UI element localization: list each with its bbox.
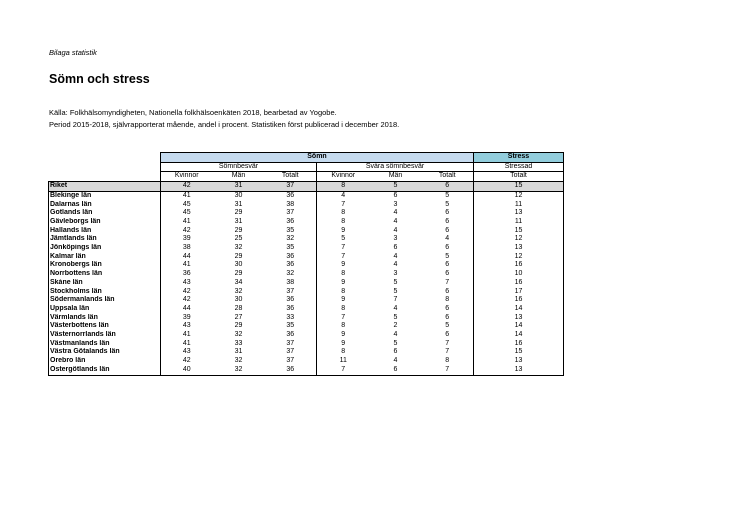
- value-totalt-svara: 8: [422, 296, 474, 305]
- table-row: [49, 314, 564, 323]
- region-name: Jönköpings län: [49, 244, 161, 253]
- table-row: [49, 191, 564, 200]
- table-row: [49, 235, 564, 244]
- value-man-svara: 4: [393, 252, 398, 260]
- value-kvinnor-somnbesvar: 42: [182, 296, 191, 304]
- value-kvinnor-somnbesvar: 42: [182, 226, 191, 234]
- table-row: [49, 279, 564, 288]
- table-row: [49, 209, 564, 218]
- value-totalt-somnbesvar: 36: [265, 296, 317, 305]
- value-totalt-somnbesvar: 37: [265, 357, 317, 366]
- value-totalt-svara: 5: [422, 253, 474, 262]
- value-totalt-somnbesvar: 37: [265, 340, 317, 349]
- value-totalt-somnbesvar: 36: [265, 331, 317, 340]
- value-man-somnbesvar: 31: [213, 182, 265, 192]
- value-man-svara: 4: [393, 261, 398, 269]
- value-kvinnor-svara: 8: [341, 287, 346, 295]
- value-totalt-somnbesvar: 37: [265, 209, 317, 218]
- value-man-svara: 4: [393, 304, 398, 312]
- value-man-somnbesvar: 30: [234, 261, 243, 269]
- table-row: [49, 331, 564, 340]
- value-man-svara: 3: [393, 235, 398, 243]
- subheader-svara-somnbesvar: Svåra sömnbesvär: [317, 162, 474, 172]
- value-totalt-somnbesvar: 36: [265, 253, 317, 262]
- region-name: Västerbottens län: [49, 322, 161, 331]
- col-header-man: Män: [231, 172, 246, 180]
- value-kvinnor-somnbesvar: 41: [161, 191, 213, 200]
- value-kvinnor-svara: 9: [341, 331, 346, 339]
- value-kvinnor-somnbesvar: 41: [182, 331, 191, 339]
- col-header-totalt: Totalt: [265, 172, 317, 182]
- value-man-somnbesvar: 31: [234, 348, 243, 356]
- value-man-somnbesvar: 29: [234, 226, 243, 234]
- value-kvinnor-svara: 8: [317, 182, 370, 192]
- value-totalt-svara: 6: [422, 182, 474, 192]
- subheader-somnbesvar: Sömnbesvär: [161, 162, 317, 172]
- value-stressad-totalt: 17: [474, 288, 564, 297]
- value-stressad-totalt: 13: [474, 366, 564, 375]
- value-stressad-totalt: 12: [474, 191, 564, 200]
- region-name: Jämtlands län: [49, 235, 161, 244]
- value-man-somnbesvar: 28: [234, 304, 243, 312]
- value-totalt-somnbesvar: 35: [265, 244, 317, 253]
- value-man-svara: 5: [393, 313, 398, 321]
- value-totalt-svara: 6: [422, 227, 474, 236]
- value-kvinnor-svara: 5: [341, 235, 346, 243]
- value-man-somnbesvar: 25: [234, 235, 243, 243]
- region-name: Stockholms län: [49, 288, 161, 297]
- subheader-stressad: Stressad: [474, 162, 564, 172]
- value-man-somnbesvar: 32: [234, 244, 243, 252]
- value-totalt-somnbesvar: 35: [265, 227, 317, 236]
- value-stressad-totalt: 14: [474, 322, 564, 331]
- value-stressad-totalt: 14: [474, 331, 564, 340]
- region-name: Blekinge län: [49, 191, 161, 200]
- value-totalt-svara: 7: [422, 279, 474, 288]
- value-man-somnbesvar: 34: [234, 278, 243, 286]
- empty-header: [49, 172, 161, 182]
- value-kvinnor-svara: 7: [341, 252, 346, 260]
- value-totalt-svara: 5: [422, 322, 474, 331]
- region-name: Kalmar län: [49, 253, 161, 262]
- value-man-svara: 2: [393, 322, 398, 330]
- source-note: [49, 107, 399, 130]
- value-kvinnor-svara: 7: [341, 200, 346, 208]
- value-totalt-somnbesvar: 38: [265, 201, 317, 210]
- region-name: Riket: [49, 182, 161, 192]
- value-totalt-somnbesvar: 32: [265, 270, 317, 279]
- value-totalt-svara: 6: [422, 314, 474, 323]
- value-man-svara: 7: [393, 296, 398, 304]
- value-man-somnbesvar: 31: [234, 217, 243, 225]
- value-stressad-totalt: 14: [474, 305, 564, 314]
- region-name: Värmlands län: [49, 314, 161, 323]
- value-kvinnor-somnbesvar: 41: [182, 261, 191, 269]
- table-row: [49, 305, 564, 314]
- value-man-somnbesvar: 32: [234, 357, 243, 365]
- value-kvinnor-somnbesvar: 44: [182, 252, 191, 260]
- value-totalt-svara: 6: [422, 270, 474, 279]
- value-totalt-somnbesvar: 36: [265, 261, 317, 270]
- value-totalt-svara: 7: [422, 348, 474, 357]
- col-header-totalt: Totalt: [422, 172, 474, 182]
- value-kvinnor-svara: 8: [341, 304, 346, 312]
- value-man-svara: 6: [393, 348, 398, 356]
- table-row: [49, 340, 564, 349]
- value-totalt-svara: 5: [422, 191, 474, 200]
- value-totalt-somnbesvar: 37: [265, 348, 317, 357]
- value-totalt-somnbesvar: 33: [265, 314, 317, 323]
- value-kvinnor-somnbesvar: 43: [182, 322, 191, 330]
- value-man-somnbesvar: 30: [213, 191, 265, 200]
- value-totalt-svara: 6: [422, 305, 474, 314]
- region-name: Gävleborgs län: [49, 218, 161, 227]
- value-stressad-totalt: 15: [474, 182, 564, 192]
- value-kvinnor-svara: 9: [341, 278, 346, 286]
- table-row: [49, 366, 564, 375]
- value-stressad-totalt: 15: [474, 227, 564, 236]
- value-kvinnor-somnbesvar: 45: [182, 209, 191, 217]
- table-row: [49, 322, 564, 331]
- region-name: Dalarnas län: [49, 201, 161, 210]
- value-man-somnbesvar: 31: [234, 200, 243, 208]
- value-man-svara: 4: [393, 209, 398, 217]
- value-man-somnbesvar: 30: [234, 296, 243, 304]
- value-kvinnor-svara: 8: [341, 322, 346, 330]
- region-name: Östergötlands län: [49, 366, 161, 375]
- value-stressad-totalt: 13: [474, 209, 564, 218]
- value-kvinnor-somnbesvar: 39: [182, 235, 191, 243]
- value-kvinnor-svara: 8: [341, 270, 346, 278]
- value-kvinnor-somnbesvar: 40: [161, 366, 213, 375]
- value-totalt-somnbesvar: 36: [265, 305, 317, 314]
- value-man-somnbesvar: 29: [234, 209, 243, 217]
- value-kvinnor-svara: 4: [317, 191, 370, 200]
- value-man-svara: 3: [393, 270, 398, 278]
- value-stressad-totalt: 13: [474, 314, 564, 323]
- source-line-2: Period 2015-2018, självrapporterat mående, andel i procent. Statistiken först publicerad i december 2018.: [49, 119, 400, 129]
- table-row-total: [49, 182, 564, 192]
- value-kvinnor-svara: 11: [339, 357, 347, 365]
- value-totalt-somnbesvar: 36: [265, 218, 317, 227]
- value-kvinnor-somnbesvar: 42: [161, 182, 213, 192]
- value-totalt-svara: 6: [422, 261, 474, 270]
- value-kvinnor-somnbesvar: 38: [182, 244, 191, 252]
- col-header-kvinnor: Kvinnor: [161, 172, 213, 182]
- value-totalt-somnbesvar: 38: [265, 279, 317, 288]
- region-name: Västra Götalands län: [49, 348, 161, 357]
- value-totalt-somnbesvar: 37: [265, 182, 317, 192]
- value-man-somnbesvar: 29: [234, 270, 243, 278]
- value-man-svara: 4: [393, 226, 398, 234]
- value-stressad-totalt: 12: [474, 235, 564, 244]
- col-header-man: Män: [388, 172, 403, 180]
- value-kvinnor-somnbesvar: 42: [182, 357, 191, 365]
- region-name: Örebro län: [49, 357, 161, 366]
- value-stressad-totalt: 13: [474, 357, 564, 366]
- value-kvinnor-somnbesvar: 41: [182, 339, 191, 347]
- value-kvinnor-svara: 8: [341, 209, 346, 217]
- region-name: Skåne län: [49, 279, 161, 288]
- value-kvinnor-svara: 7: [317, 366, 370, 375]
- col-header-stress-totalt: Totalt: [474, 172, 564, 182]
- value-stressad-totalt: 15: [474, 348, 564, 357]
- value-stressad-totalt: 16: [474, 261, 564, 270]
- value-man-somnbesvar: 33: [234, 339, 243, 347]
- value-kvinnor-svara: 9: [341, 296, 346, 304]
- value-totalt-svara: 5: [422, 201, 474, 210]
- value-man-svara: 4: [393, 217, 398, 225]
- value-stressad-totalt: 11: [474, 201, 564, 210]
- value-totalt-svara: 7: [422, 366, 474, 375]
- value-kvinnor-svara: 9: [341, 261, 346, 269]
- value-man-somnbesvar: 32: [234, 331, 243, 339]
- value-man-svara: 6: [393, 244, 398, 252]
- region-name: Södermanlands län: [49, 296, 161, 305]
- value-totalt-svara: 7: [422, 340, 474, 349]
- table-row: [49, 288, 564, 297]
- table-row: [49, 261, 564, 270]
- value-kvinnor-svara: 9: [341, 226, 346, 234]
- table-row: [49, 253, 564, 262]
- value-totalt-somnbesvar: 36: [265, 366, 317, 375]
- empty-header: [49, 153, 161, 163]
- value-stressad-totalt: 16: [474, 296, 564, 305]
- value-man-svara: 6: [370, 191, 422, 200]
- value-kvinnor-somnbesvar: 43: [182, 348, 191, 356]
- value-man-svara: 5: [393, 287, 398, 295]
- table-row: [49, 270, 564, 279]
- table-row: [49, 201, 564, 210]
- value-totalt-svara: 6: [422, 331, 474, 340]
- value-kvinnor-somnbesvar: 39: [182, 313, 191, 321]
- table-row: [49, 218, 564, 227]
- col-header-kvinnor: Kvinnor: [331, 172, 356, 180]
- table-row: [49, 357, 564, 366]
- statistics-table: [48, 152, 564, 376]
- region-name: Gotlands län: [49, 209, 161, 218]
- region-name: Norrbottens län: [49, 270, 161, 279]
- value-kvinnor-svara: 9: [341, 339, 346, 347]
- group-header-somn: Sömn: [161, 153, 474, 163]
- value-totalt-svara: 4: [422, 235, 474, 244]
- value-stressad-totalt: 11: [474, 218, 564, 227]
- value-kvinnor-svara: 8: [341, 217, 346, 225]
- value-man-somnbesvar: 27: [234, 313, 243, 321]
- value-stressad-totalt: 10: [474, 270, 564, 279]
- value-man-somnbesvar: 32: [213, 366, 265, 375]
- value-totalt-svara: 6: [422, 244, 474, 253]
- value-man-svara: 4: [393, 357, 398, 365]
- table-row: [49, 348, 564, 357]
- region-name: Västernorrlands län: [49, 331, 161, 340]
- value-totalt-svara: 6: [422, 218, 474, 227]
- value-kvinnor-svara: 8: [341, 348, 346, 356]
- value-totalt-somnbesvar: 35: [265, 322, 317, 331]
- value-man-somnbesvar: 29: [234, 252, 243, 260]
- group-header-stress: Stress: [474, 153, 564, 163]
- value-man-svara: 5: [393, 278, 398, 286]
- value-totalt-somnbesvar: 37: [265, 288, 317, 297]
- region-name: Kronobergs län: [49, 261, 161, 270]
- value-man-svara: 5: [393, 339, 398, 347]
- value-totalt-svara: 6: [422, 288, 474, 297]
- value-man-svara: 6: [370, 366, 422, 375]
- value-stressad-totalt: 16: [474, 279, 564, 288]
- region-name: Hallands län: [49, 227, 161, 236]
- value-kvinnor-somnbesvar: 44: [182, 304, 191, 312]
- value-man-somnbesvar: 32: [234, 287, 243, 295]
- value-man-svara: 5: [370, 182, 422, 192]
- empty-header: [49, 162, 161, 172]
- value-stressad-totalt: 16: [474, 340, 564, 349]
- region-name: Västmanlands län: [49, 340, 161, 349]
- table-row: [49, 244, 564, 253]
- value-kvinnor-svara: 7: [341, 244, 346, 252]
- table-row: [49, 296, 564, 305]
- value-totalt-svara: 6: [422, 209, 474, 218]
- value-kvinnor-somnbesvar: 41: [182, 217, 191, 225]
- table-row: [49, 227, 564, 236]
- value-kvinnor-somnbesvar: 42: [182, 287, 191, 295]
- table-body: [49, 182, 564, 375]
- value-stressad-totalt: 12: [474, 253, 564, 262]
- value-totalt-somnbesvar: 36: [265, 191, 317, 200]
- value-totalt-somnbesvar: 32: [265, 235, 317, 244]
- value-stressad-totalt: 13: [474, 244, 564, 253]
- region-name: Uppsala län: [49, 305, 161, 314]
- value-kvinnor-somnbesvar: 43: [182, 278, 191, 286]
- page-title: Sömn och stress: [49, 72, 150, 86]
- value-kvinnor-svara: 7: [341, 313, 346, 321]
- value-totalt-svara: 8: [422, 357, 474, 366]
- value-kvinnor-somnbesvar: 45: [182, 200, 191, 208]
- document-subtitle: Bilaga statistik: [49, 48, 97, 57]
- value-kvinnor-somnbesvar: 36: [182, 270, 191, 278]
- value-man-svara: 4: [393, 331, 398, 339]
- source-line-1: Källa: Folkhälsomyndigheten, Nationella folkhälsoenkäten 2018, bearbetad av Yogobe.: [49, 108, 337, 117]
- value-man-svara: 3: [393, 200, 398, 208]
- value-man-somnbesvar: 29: [234, 322, 243, 330]
